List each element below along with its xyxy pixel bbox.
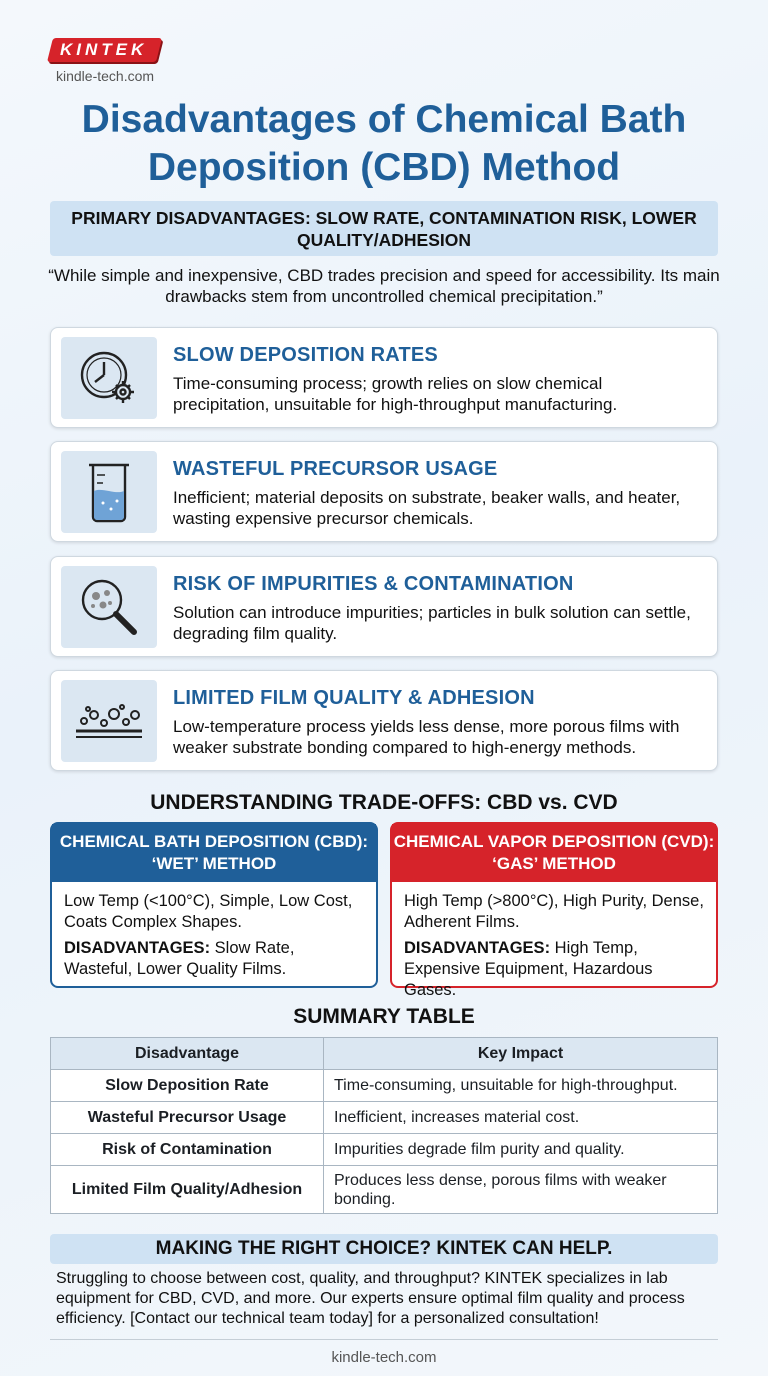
- primary-disadvantages-banner: PRIMARY DISADVANTAGES: SLOW RATE, CONTAMINATION RISK, LOWER QUALITY/ADHESION: [50, 201, 718, 256]
- magnifier-icon: [61, 566, 157, 648]
- table-row: [51, 1102, 718, 1134]
- table-cell: Limited Film Quality/Adhesion: [51, 1166, 324, 1214]
- card-description: Solution can introduce impurities; particles in bulk solution can settle, degrading film quality.: [173, 603, 691, 643]
- card-slow-deposition: [50, 327, 718, 428]
- disadvantages-label: DISADVANTAGES:: [404, 939, 551, 957]
- tradeoffs-heading: UNDERSTANDING TRADE-OFFS: CBD vs. CVD: [150, 791, 618, 814]
- table-cell: Wasteful Precursor Usage: [51, 1102, 324, 1134]
- card-impurities: [50, 556, 718, 657]
- cbd-heading: CHEMICAL BATH DEPOSITION (CBD): ‘WET’ METHOD: [52, 824, 376, 882]
- card-description: Low-temperature process yields less dense, more porous films with weaker substrate bonding compared to high-energy methods.: [173, 717, 680, 757]
- table-row: [51, 1166, 718, 1214]
- table-row: [51, 1134, 718, 1166]
- card-title: WASTEFUL PRECURSOR USAGE: [173, 458, 498, 480]
- page-title: Disadvantages of Chemical Bath Deposition (CBD) Method: [81, 98, 687, 189]
- cvd-disadvantages: [404, 938, 704, 1001]
- summary-heading: SUMMARY TABLE: [293, 1005, 475, 1028]
- cvd-pros: High Temp (>800°C), High Purity, Dense, Adherent Films.: [404, 892, 704, 931]
- card-title: LIMITED FILM QUALITY & ADHESION: [173, 687, 535, 709]
- clock-gear-icon: [61, 337, 157, 419]
- footer-divider: [50, 1339, 718, 1340]
- intro-quote: “While simple and inexpensive, CBD trades precision and speed for accessibility. Its main drawbacks stem from uncontrolled chemical precipitation.”: [48, 266, 720, 306]
- cvd-comparison-box: [390, 822, 718, 999]
- column-header: Disadvantage: [51, 1038, 324, 1070]
- cbd-comparison-box: [50, 822, 378, 988]
- disadvantages-label: DISADVANTAGES:: [64, 939, 211, 957]
- card-wasteful-precursor: [50, 441, 718, 542]
- table-cell: Inefficient, increases material cost.: [324, 1102, 718, 1134]
- table-header-row: [51, 1038, 718, 1070]
- cta-text: Struggling to choose between cost, quality, and throughput? KINTEK specializes in lab equipment for CBD, CVD, and more. Our experts ensure optimal film quality and process efficiency. [Contact our technical team today] for a personalized consultation!: [56, 1270, 685, 1327]
- card-film-quality: [50, 670, 718, 771]
- cvd-disadvantages-text: High Temp, Expensive Equipment, Hazardous Gases.: [404, 939, 653, 999]
- kintek-logo: KINTEK: [47, 38, 162, 62]
- table-cell: Time-consuming, unsuitable for high-throughput.: [324, 1070, 718, 1102]
- cvd-heading: CHEMICAL VAPOR DEPOSITION (CVD): ‘GAS’ METHOD: [392, 824, 716, 882]
- table-row: [51, 1070, 718, 1102]
- table-cell: Risk of Contamination: [51, 1134, 324, 1166]
- cbd-pros: Low Temp (<100°C), Simple, Low Cost, Coats Complex Shapes.: [64, 892, 353, 931]
- porous-film-icon: [61, 680, 157, 762]
- card-title: RISK OF IMPURITIES & CONTAMINATION: [173, 573, 574, 595]
- card-title: SLOW DEPOSITION RATES: [173, 344, 438, 366]
- cbd-disadvantages: [64, 938, 364, 980]
- column-header: Key Impact: [324, 1038, 718, 1070]
- brand-header: [50, 38, 159, 84]
- table-cell: Impurities degrade film purity and quality.: [324, 1134, 718, 1166]
- beaker-icon: [61, 451, 157, 533]
- site-url-bottom[interactable]: kindle-tech.com: [331, 1349, 437, 1366]
- card-description: Inefficient; material deposits on substrate, beaker walls, and heater, wasting expensive precursor chemicals.: [173, 488, 681, 528]
- table-cell: Produces less dense, porous films with weaker bonding.: [324, 1166, 718, 1214]
- cta-banner: MAKING THE RIGHT CHOICE? KINTEK CAN HELP.: [50, 1234, 718, 1264]
- table-cell: Slow Deposition Rate: [51, 1070, 324, 1102]
- summary-table: [50, 1037, 718, 1214]
- card-description: Time-consuming process; growth relies on slow chemical precipitation, unsuitable for high-throughput manufacturing.: [173, 374, 618, 414]
- site-url-top[interactable]: kindle-tech.com: [56, 68, 155, 84]
- cbd-disadvantages-text: Slow Rate, Wasteful, Lower Quality Films.: [64, 939, 295, 978]
